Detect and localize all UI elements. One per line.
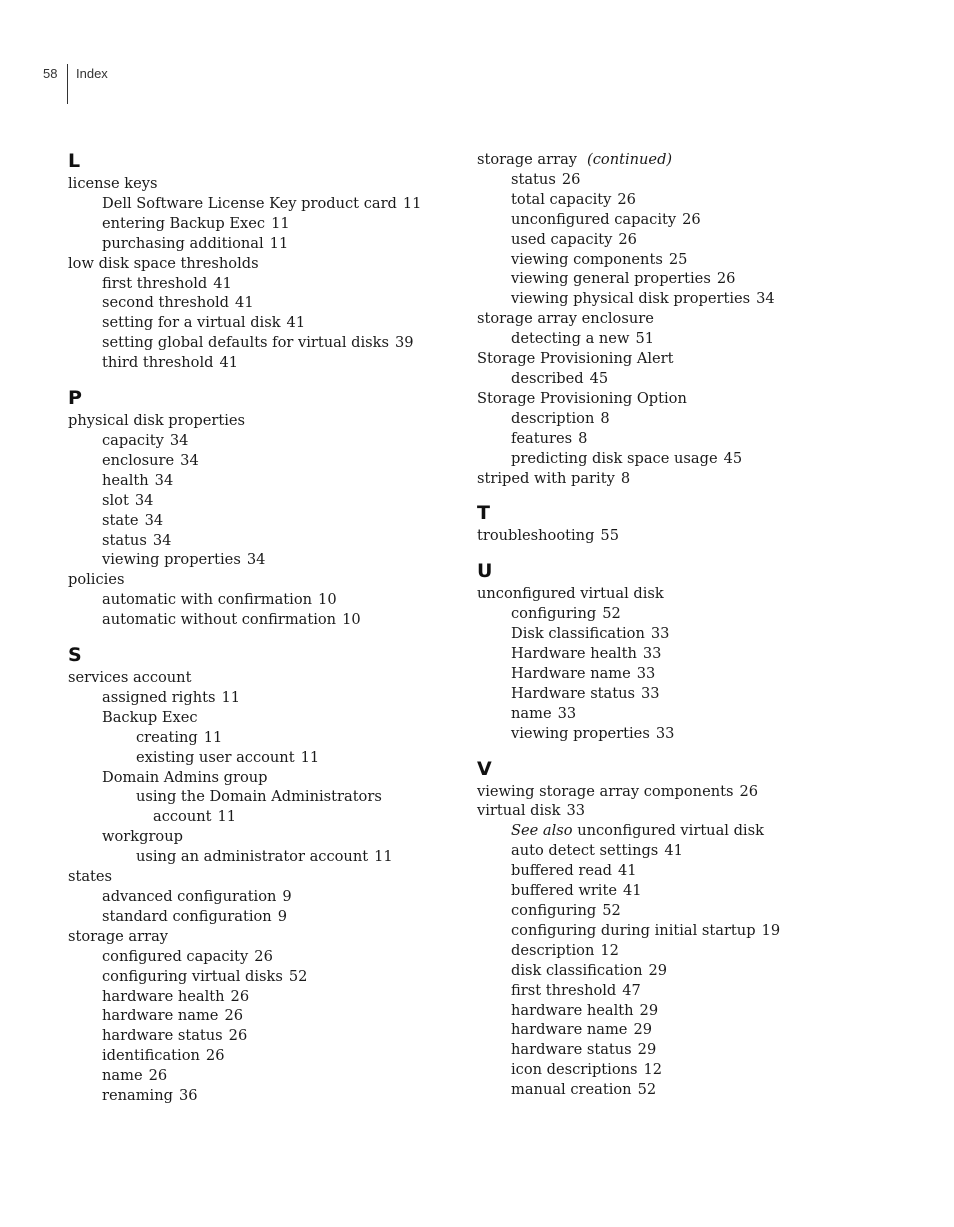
index-entry: [477, 782, 877, 802]
index-entry: [477, 170, 877, 190]
entry-text: Storage Provisioning Option: [477, 389, 687, 407]
entry-page-number: 8: [600, 409, 610, 427]
entry-page-number: 33: [650, 625, 670, 643]
entry-page-number: 11: [203, 728, 223, 746]
entry-text: slot: [102, 491, 129, 509]
entry-page-number: 9: [277, 907, 287, 925]
header-divider: [67, 64, 68, 104]
entry-page-number: 25: [668, 250, 688, 268]
entry-text: configuring: [511, 902, 597, 919]
entry-text: buffered read: [511, 862, 612, 880]
index-entry: [68, 174, 448, 194]
index-entry: [477, 841, 877, 861]
entry-page-number: 11: [221, 688, 241, 706]
entry-text: setting global defaults for virtual disks: [102, 334, 389, 352]
entry-text: Storage Provisioning Alert: [477, 350, 674, 368]
entry-text: features: [511, 429, 573, 447]
entry-text: name: [102, 1067, 143, 1085]
entry-text: unconfigured virtual disk: [477, 585, 664, 603]
index-entry: [68, 234, 448, 254]
entry-page-number: 41: [213, 274, 232, 292]
index-entry: [477, 684, 877, 704]
entry-text: policies: [68, 571, 125, 589]
entry-text: Disk classification: [511, 625, 645, 643]
index-entry: [477, 1040, 877, 1060]
entry-page-number: 29: [648, 961, 668, 979]
entry-text: viewing components: [511, 250, 663, 268]
entry-text: striped with parity: [477, 469, 615, 487]
index-entry: [68, 748, 448, 768]
index-entry: [68, 827, 448, 847]
index-section: [477, 502, 877, 546]
entry-text: states: [68, 868, 113, 886]
entry-text: hardware status: [511, 1041, 632, 1059]
entry-text: total capacity: [511, 190, 612, 208]
index-entry: [477, 289, 877, 309]
entry-text: configured capacity: [102, 947, 249, 965]
index-entry: [68, 1006, 448, 1026]
entry-text: buffered write: [511, 882, 617, 900]
index-entry: [477, 409, 877, 429]
index-entry: [477, 269, 877, 289]
index-entry: [477, 389, 877, 409]
running-title: Index: [76, 66, 108, 81]
entry-text: name: [511, 704, 552, 722]
index-entry: [477, 584, 877, 604]
index-entry: [477, 901, 877, 921]
index-entry: [68, 451, 448, 471]
entry-page-number: 8: [578, 429, 588, 447]
entry-page-number: 52: [602, 605, 621, 623]
entry-page-number: 26: [617, 190, 636, 208]
entry-page-number: 11: [402, 194, 422, 212]
entry-page-number: 34: [246, 551, 266, 569]
entry-page-number: 33: [642, 645, 662, 663]
entry-page-number: 26: [739, 782, 759, 800]
entry-text: unconfigured capacity: [511, 210, 677, 228]
index-entry: [68, 1086, 448, 1106]
entry-text: unconfigured virtual disk: [577, 822, 764, 840]
entry-page-number: 29: [637, 1041, 657, 1059]
index-entry: [477, 230, 877, 250]
entry-page-number: 47: [622, 981, 641, 999]
index-entry: [68, 353, 448, 373]
entry-page-number: 9: [282, 888, 292, 905]
index-entry: [68, 927, 448, 947]
entry-page-number: 45: [589, 369, 609, 387]
index-entry: [68, 293, 448, 313]
entry-page-number: 36: [178, 1087, 198, 1105]
index-entry: [68, 668, 448, 688]
entry-page-number: 11: [374, 848, 393, 866]
entry-page-number: 26: [682, 210, 701, 228]
index-entry: [68, 1026, 448, 1046]
entry-text: Domain Admins group: [102, 768, 268, 786]
entry-text: renaming: [102, 1087, 173, 1105]
entry-page-number: 11: [217, 808, 237, 826]
entry-page-number: 12: [643, 1061, 663, 1079]
index-entry: [68, 728, 448, 748]
entry-text: storage array: [477, 151, 578, 168]
entry-text: entering Backup Exec: [102, 214, 266, 232]
index-entry: [477, 624, 877, 644]
entry-page-number: 52: [288, 967, 308, 985]
entry-text: account: [153, 808, 212, 826]
entry-page-number: 52: [602, 902, 621, 919]
entry-page-number: 8: [620, 469, 631, 487]
index-entry: [68, 254, 448, 274]
entry-text: identification: [102, 1047, 200, 1065]
index-entry: [68, 610, 448, 630]
entry-page-number: 34: [169, 431, 189, 449]
entry-page-number: 29: [633, 1021, 653, 1039]
entry-page-number: 33: [655, 724, 675, 742]
index-entry: [68, 688, 448, 708]
index-entry: [68, 333, 448, 353]
index-section: [68, 150, 448, 373]
entry-page-number: 34: [144, 511, 164, 529]
index-entry: [477, 449, 877, 469]
entry-text: auto detect settings: [511, 842, 659, 860]
entry-text: automatic without confirmation: [102, 611, 337, 629]
entry-text: advanced configuration: [102, 888, 277, 905]
entry-page-number: 39: [394, 334, 414, 352]
index-entry: [68, 550, 448, 570]
entry-text: setting for a virtual disk: [102, 314, 281, 332]
index-entry: [68, 214, 448, 234]
entry-text: hardware status: [102, 1027, 223, 1045]
entry-page-number: 26: [205, 1047, 225, 1065]
entry-page-number: 41: [664, 842, 683, 860]
entry-text: Dell Software License Key product card: [102, 194, 397, 212]
entry-text: capacity: [102, 431, 164, 449]
entry-text: state: [102, 511, 139, 529]
entry-page-number: 33: [636, 664, 656, 682]
index-entry: [477, 469, 877, 489]
index-entry: [68, 807, 448, 827]
entry-text: manual creation: [511, 1081, 632, 1099]
entry-text: virtual disk: [477, 802, 561, 820]
index-entry: [477, 664, 877, 684]
section-letter: U: [477, 560, 493, 583]
entry-text: predicting disk space usage: [511, 449, 718, 467]
entry-page-number: 41: [618, 862, 637, 880]
continued-label: (continued): [587, 151, 673, 168]
entry-text: viewing physical disk properties: [511, 290, 751, 308]
index-entry: [68, 947, 448, 967]
entry-page-number: 11: [269, 234, 289, 252]
entry-text: status: [102, 531, 147, 549]
index-entry: [68, 1066, 448, 1086]
entry-text: icon descriptions: [511, 1061, 638, 1079]
entry-page-number: 33: [566, 802, 586, 820]
index-entry: [68, 274, 448, 294]
entry-text: Hardware status: [511, 684, 635, 702]
entry-text: using the Domain Administrators: [136, 788, 382, 806]
index-entry: [68, 313, 448, 333]
entry-page-number: 26: [618, 230, 637, 248]
entry-text: creating: [136, 728, 198, 746]
entry-page-number: 26: [228, 1027, 248, 1045]
index-entry: [68, 431, 448, 451]
entry-page-number: 41: [622, 882, 642, 900]
index-entry: [477, 369, 877, 389]
section-letter: V: [477, 757, 492, 780]
index-entry: [477, 1001, 877, 1021]
entry-page-number: 26: [561, 170, 581, 188]
entry-text: storage array: [68, 927, 169, 945]
index-column-right: [477, 150, 877, 1100]
entry-text: physical disk properties: [68, 412, 246, 430]
index-entry: [68, 411, 448, 431]
entry-page-number: 34: [154, 471, 174, 489]
entry-text: hardware health: [511, 1001, 634, 1019]
entry-text: assigned rights: [102, 688, 216, 706]
section-letter: L: [68, 150, 81, 172]
entry-page-number: 55: [600, 527, 619, 545]
entry-text: using an administrator account: [136, 848, 369, 866]
entry-page-number: 26: [224, 1007, 244, 1025]
entry-page-number: 34: [152, 531, 172, 549]
entry-page-number: 26: [148, 1067, 168, 1085]
entry-page-number: 19: [761, 921, 781, 939]
entry-text: used capacity: [511, 230, 613, 248]
index-entry: [68, 967, 448, 987]
entry-text: automatic with confirmation: [102, 591, 313, 609]
entry-text: Hardware health: [511, 645, 637, 663]
section-letter: P: [68, 387, 82, 410]
index-entry: [477, 941, 877, 961]
index-entry: [477, 821, 877, 841]
entry-page-number: 34: [180, 451, 199, 469]
entry-text: description: [511, 941, 595, 959]
entry-text: hardware name: [102, 1007, 219, 1025]
index-entry: [477, 881, 877, 901]
section-letter: T: [477, 502, 490, 525]
entry-text: viewing properties: [102, 551, 241, 569]
entry-text: description: [511, 409, 595, 427]
entry-text: viewing properties: [511, 724, 650, 742]
entry-text: first threshold: [102, 274, 208, 292]
entry-page-number: 26: [254, 947, 273, 965]
entry-page-number: 12: [600, 941, 619, 959]
index-entry: [477, 1020, 877, 1040]
entry-page-number: 52: [637, 1081, 657, 1099]
entry-text: low disk space thresholds: [68, 254, 259, 272]
see-also-label: See also: [511, 822, 573, 840]
index-entry: [68, 847, 448, 867]
entry-text: Backup Exec: [102, 708, 198, 726]
entry-page-number: 45: [723, 449, 743, 467]
page-number: 58: [43, 66, 58, 81]
index-entry: [477, 644, 877, 664]
entry-page-number: 41: [219, 354, 239, 372]
index-entry: [68, 987, 448, 1007]
index-entry: [477, 429, 877, 449]
index-entry: [477, 190, 877, 210]
index-entry: [68, 907, 448, 927]
entry-text: first threshold: [511, 981, 617, 999]
index-entry: [477, 329, 877, 349]
entry-text: second threshold: [102, 294, 230, 312]
entry-text: enclosure: [102, 451, 175, 469]
index-entry: [477, 250, 877, 270]
entry-text: storage array enclosure: [477, 310, 654, 328]
entry-text: services account: [68, 669, 192, 687]
index-entry: [477, 921, 877, 941]
entry-text: third threshold: [102, 354, 214, 372]
entry-page-number: 41: [235, 294, 254, 312]
entry-text: existing user account: [136, 748, 295, 766]
entry-page-number: 34: [756, 290, 775, 308]
index-section: [68, 387, 448, 630]
index-entry: [477, 604, 877, 624]
entry-text: hardware health: [102, 987, 225, 1005]
index-entry: [477, 309, 877, 329]
entry-page-number: 11: [271, 214, 290, 232]
entry-text: configuring during initial startup: [511, 921, 756, 939]
entry-page-number: 51: [635, 330, 655, 348]
entry-text: license keys: [68, 175, 158, 192]
entry-page-number: 26: [716, 270, 736, 288]
index-entry: [477, 801, 877, 821]
index-section: [477, 560, 877, 743]
entry-text: detecting a new: [511, 330, 630, 348]
entry-text: viewing storage array components: [477, 782, 734, 800]
entry-text: purchasing additional: [102, 234, 264, 252]
index-entry: [68, 867, 448, 887]
entry-text: viewing general properties: [511, 270, 711, 288]
entry-text: standard configuration: [102, 907, 272, 925]
index-column-left: [68, 150, 448, 1106]
entry-page-number: 34: [134, 491, 154, 509]
index-entry: [477, 724, 877, 744]
index-entry: [477, 861, 877, 881]
index-entry: [68, 787, 448, 807]
entry-text: disk classification: [511, 961, 643, 979]
entry-text: configuring virtual disks: [102, 967, 283, 985]
entry-text: workgroup: [102, 828, 183, 846]
index-entry: [68, 590, 448, 610]
index-entry: [477, 1060, 877, 1080]
index-entry-continued: [477, 150, 877, 170]
entry-text: hardware name: [511, 1021, 628, 1039]
entry-text: Hardware name: [511, 664, 631, 682]
section-spacer: [477, 488, 877, 502]
index-entry: [477, 210, 877, 230]
entry-text: described: [511, 369, 584, 387]
section-letter: S: [68, 644, 82, 667]
entry-text: status: [511, 170, 556, 188]
entry-text: troubleshooting: [477, 527, 595, 545]
index-entry: [477, 1080, 877, 1100]
index-entry: [477, 981, 877, 1001]
entry-page-number: 33: [641, 684, 660, 702]
entry-page-number: 26: [230, 987, 250, 1005]
index-entry: [68, 491, 448, 511]
index-entry: [68, 511, 448, 531]
entry-text: configuring: [511, 605, 597, 623]
index-entry: [68, 471, 448, 491]
entry-page-number: 41: [286, 314, 306, 332]
index-entry: [477, 349, 877, 369]
index-entry: [477, 526, 877, 546]
entry-page-number: 10: [342, 611, 361, 629]
entry-page-number: 10: [318, 591, 337, 609]
entry-text: health: [102, 471, 149, 489]
continued-entries: [477, 170, 877, 489]
index-entry: [68, 1046, 448, 1066]
index-entry: [68, 570, 448, 590]
index-entry: [68, 531, 448, 551]
index-entry: [68, 887, 448, 907]
entry-page-number: 11: [300, 748, 320, 766]
index-entry: [477, 704, 877, 724]
index-section: [477, 758, 877, 1101]
entry-page-number: 33: [557, 704, 577, 722]
index-entry: [68, 194, 448, 214]
index-entry: [68, 768, 448, 788]
index-entry: [68, 708, 448, 728]
index-section: [68, 644, 448, 1106]
entry-page-number: 29: [639, 1001, 659, 1019]
index-entry: [477, 961, 877, 981]
